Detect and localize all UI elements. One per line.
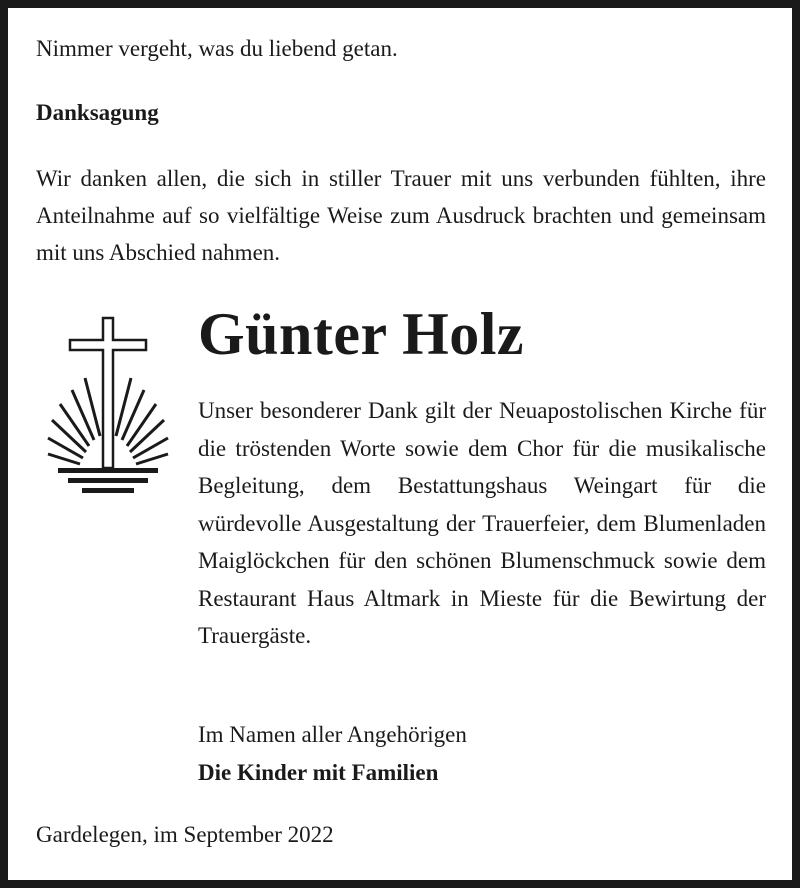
- signoff-line: Im Namen aller Angehörigen: [198, 722, 467, 747]
- thanks-paragraph: Wir danken allen, die sich in stiller Trauer mit uns verbunden fühlten, ihre Anteilnahme auf so vielfältige Weise zum Ausdruck brachten und gemeinsam mit uns Abschied nahmen.: [36, 166, 766, 265]
- detailed-thanks-paragraph: Unser besonderer Dank gilt der Neuapostolischen Kirche für die tröstenden Worte sowie dem Chor für die musikalische Begleitung, dem Bestattungshaus Weingart für die würdevolle Ausgestaltung der Trauerfeier, dem Blumenladen Maiglöckchen für den schönen Blumenschmuck sowie dem Restaurant Haus Altmark in Mieste für die Bewirtung der Trauergäste.: [198, 398, 766, 648]
- cross-with-rays-and-water-icon: [42, 308, 174, 504]
- motto: Nimmer vergeht, was du liebend getan.: [36, 36, 398, 61]
- heading-danksagung: Danksagung: [36, 100, 159, 125]
- signoff-family: Die Kinder mit Familien: [198, 759, 439, 785]
- signoff: [198, 716, 467, 791]
- place-and-date: Gardelegen, im September 2022: [36, 822, 334, 847]
- deceased-name: Günter Holz: [198, 301, 525, 367]
